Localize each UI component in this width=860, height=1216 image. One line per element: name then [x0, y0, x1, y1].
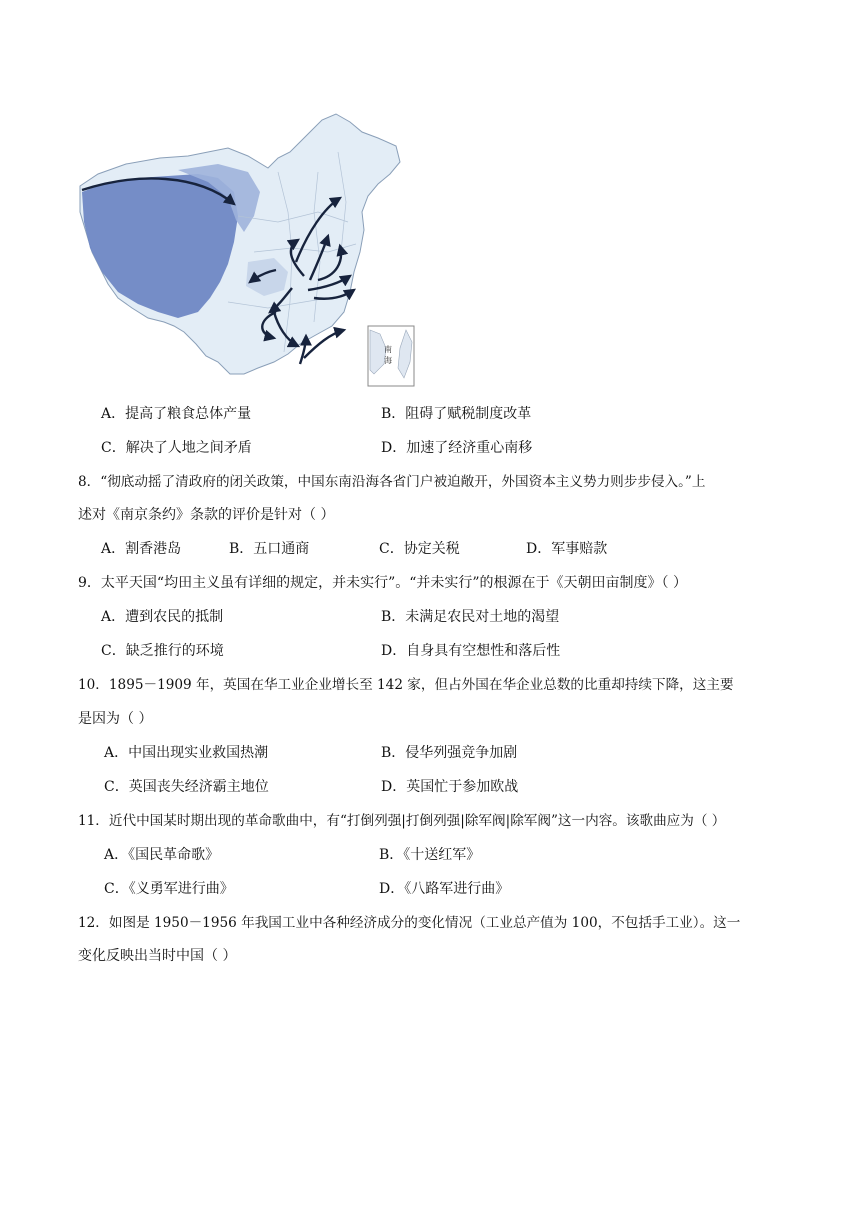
q9-option-a: A．遭到农民的抵制 — [101, 609, 224, 625]
q8-option-d: D．军事赔款 — [526, 541, 608, 557]
inset-label-2: 海 — [384, 356, 392, 365]
q7-option-d: D．加速了经济重心南移 — [381, 440, 533, 456]
q9-option-c: C．缺乏推行的环境 — [101, 643, 224, 659]
inset-label-1: 南 — [384, 345, 392, 354]
q12-stem-line2: 变化反映出当时中国（ ） — [78, 948, 237, 964]
q7-option-a: A．提高了粮食总体产量 — [101, 406, 252, 422]
q12-stem-line1: 12．如图是 1950－1956 年我国工业中各种经济成分的变化情况（工业总产值为 100，不包括手工业）。这一 — [78, 915, 741, 931]
q8-stem-line1: 8．“彻底动摇了清政府的闭关政策，中国东南沿海各省门户被迫敞开，外国资本主义势力则步步侵入。”上 — [78, 474, 706, 490]
q7-option-b: B．阻碍了赋税制度改革 — [381, 406, 532, 422]
q11-option-c: C．《义勇军进行曲》 — [104, 881, 234, 897]
q10-stem-line1: 10．1895－1909 年，英国在华工业企业增长至 142 家，但占外国在华企业总数的比重却持续下降，这主要 — [78, 677, 734, 693]
q9-stem: 9．太平天国“均田主义虽有详细的规定，并未实行”。“并未实行”的根源在于《天朝田亩制度》（ ） — [78, 575, 687, 591]
q10-option-b: B．侵华列强竞争加剧 — [381, 745, 518, 761]
q10-option-a: A．中国出现实业救国热潮 — [104, 745, 269, 761]
q9-option-b: B．未满足农民对土地的渴望 — [381, 609, 560, 625]
q10-option-d: D．英国忙于参加欧战 — [381, 779, 519, 795]
q11-option-a: A．《国民革命歌》 — [104, 847, 220, 863]
china-migration-map — [78, 112, 418, 388]
q11-option-b: B．《十送红军》 — [379, 847, 481, 863]
q8-stem-line2: 述对《南京条约》条款的评价是针对（ ） — [78, 507, 335, 523]
q10-option-c: C．英国丧失经济霸主地位 — [104, 779, 269, 795]
q10-stem-line2: 是因为（ ） — [78, 711, 153, 727]
q7-option-c: C．解决了人地之间矛盾 — [101, 440, 252, 456]
q8-option-b: B．五口通商 — [229, 541, 310, 557]
q8-option-c: C．协定关税 — [379, 541, 460, 557]
q11-option-d: D．《八路军进行曲》 — [379, 881, 510, 897]
q8-option-a: A．割香港岛 — [101, 541, 182, 557]
q11-stem: 11．近代中国某时期出现的革命歌曲中，有“打倒列强|打倒列强|除军阀|除军阀”这一内容。该歌曲应为（ ） — [78, 813, 726, 829]
q9-option-d: D．自身具有空想性和落后性 — [381, 643, 561, 659]
